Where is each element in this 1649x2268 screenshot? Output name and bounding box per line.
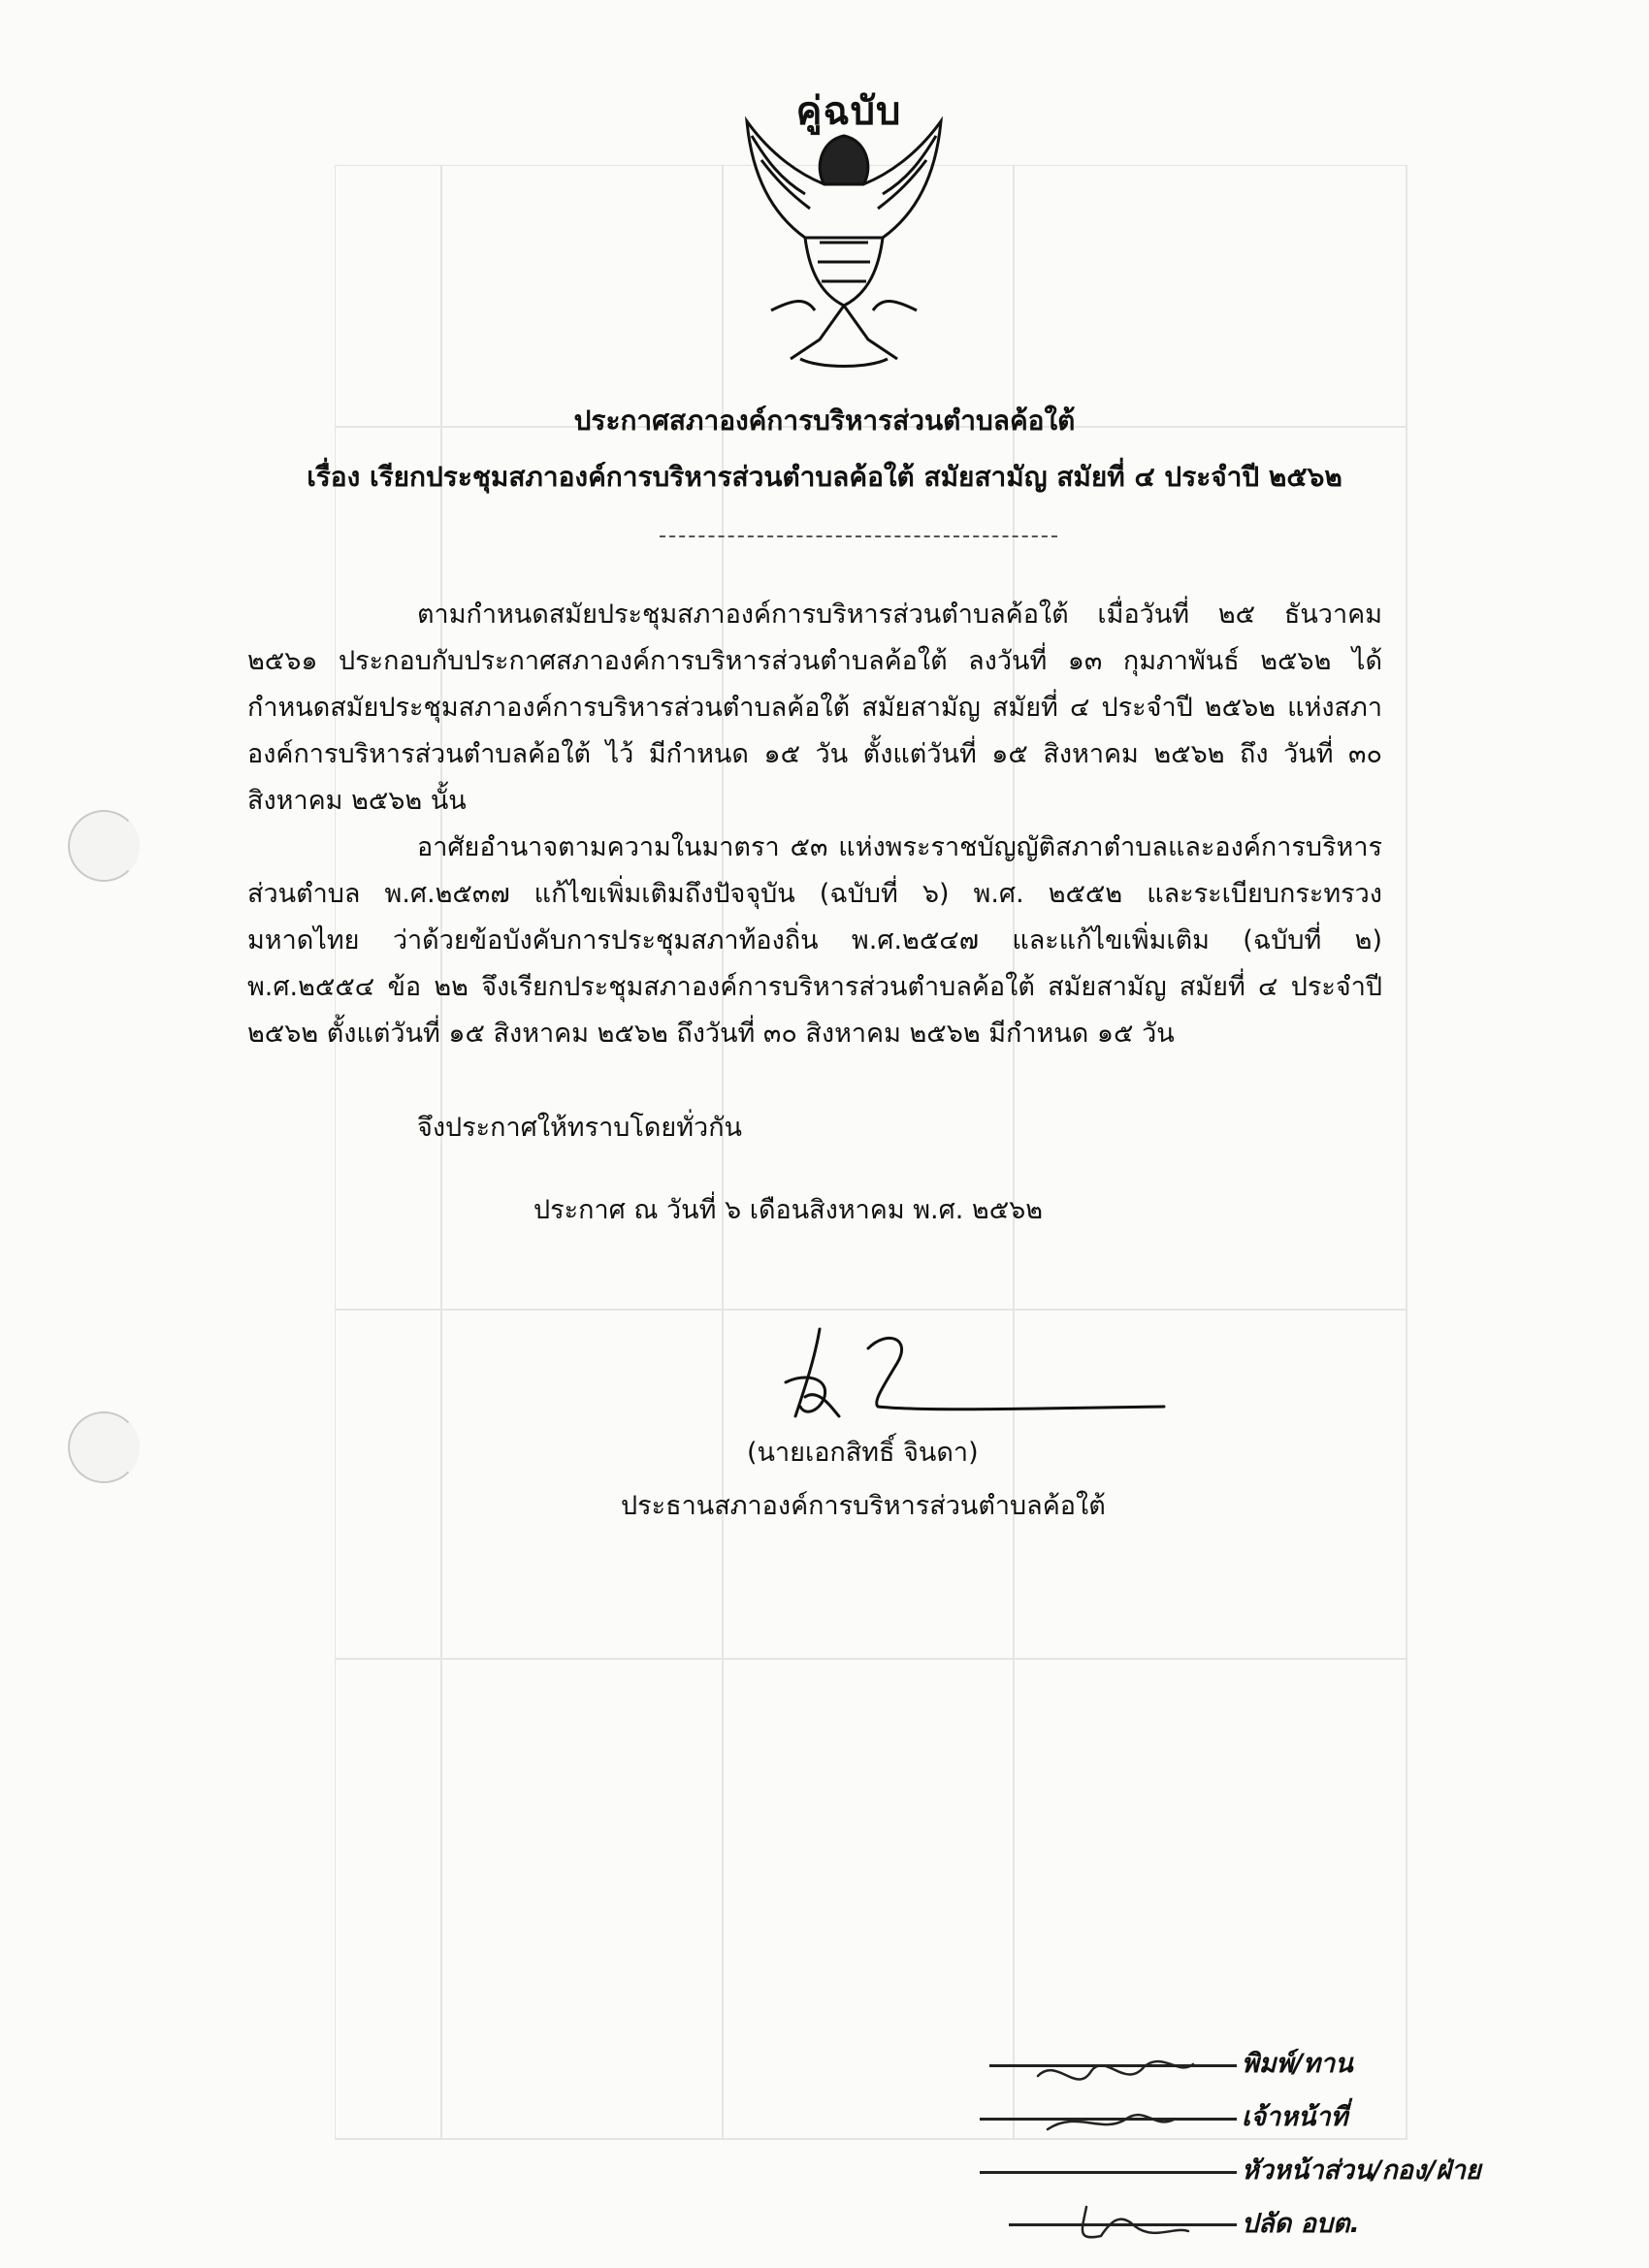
punch-hole-top <box>68 810 140 882</box>
announcement-subject: เรื่อง เรียกประชุมสภาองค์การบริหารส่วนตำบลค้อใต้ สมัยสามัญ สมัยที่ ๔ ประจำปี ๒๕๖๒ <box>307 461 1342 493</box>
president-signature <box>776 1319 1183 1426</box>
body-paragraph-2: อาศัยอำนาจตามความในมาตรา ๕๓ แห่งพระราชบัญญัติสภาตำบลและองค์การบริหารส่วนตำบล พ.ศ.๒๕๓๗ แก้ไขเพิ่มเติมถึงปัจจุบัน (ฉบับที่ ๖) พ.ศ. ๒๕๕๒ และระเบียบกระทรวงมหาดไทย ว่าด้วยข้อบังคับการประชุมสภาท้องถิ่น พ.ศ.๒๕๔๗ และแก้ไขเพิ่มเติม (ฉบับที่ ๒) พ.ศ.๒๕๕๔ ข้อ ๒๒ จึงเรียกประชุมสภาองค์การบริหารส่วนตำบลค้อใต้ สมัยสามัญ สมัยที่ ๔ ประจำปี ๒๕๖๒ ตั้งแต่วันที่ ๑๕ สิงหาคม ๒๕๖๒ ถึงวันที่ ๓๐ สิงหาคม ๒๕๖๒ มีกำหนด ๑๕ วัน <box>247 832 1382 1049</box>
announcement-title: ประกาศสภาองค์การบริหารส่วนตำบลค้อใต้ <box>573 405 1076 437</box>
routing-clerk: ปลัด อบต. <box>1242 2209 1360 2239</box>
body-paragraph-1: ตามกำหนดสมัยประชุมสภาองค์การบริหารส่วนตำบลค้อใต้ เมื่อวันที่ ๒๕ ธันวาคม ๒๕๖๑ ประกอบกับประกาศสภาองค์การบริหารส่วนตำบลค้อใต้ ลงวันที่ ๑๓ กุมภาพันธ์ ๒๕๖๒ ได้กำหนดสมัยประชุมสภาองค์การบริหารส่วนตำบลค้อใต้ สมัยสามัญ สมัยที่ ๔ ประจำปี ๒๕๖๒ แห่งสภาองค์การบริหารส่วนตำบลค้อใต้ ไว้ มีกำหนด ๑๕ วัน ตั้งแต่วันที่ ๑๕ สิงหาคม ๒๕๖๒ ถึง วันที่ ๓๐ สิงหาคม ๒๕๖๒ นั้น <box>247 599 1382 816</box>
copy-stamp: คู่ฉบับ <box>795 89 902 134</box>
routing-typist: พิมพ์/ทาน <box>1242 2049 1353 2079</box>
routing-head: หัวหน้าส่วน/กอง/ฝ่าย <box>1242 2155 1481 2186</box>
signatory-position: ประธานสภาองค์การบริหารส่วนตำบลค้อใต้ <box>621 1491 1106 1521</box>
signatory-name: (นายเอกสิทธิ์ จินดา) <box>747 1438 979 1468</box>
punch-hole-bottom <box>68 1411 140 1483</box>
closing-statement: จึงประกาศให้ทราบโดยทั่วกัน <box>417 1113 742 1143</box>
routing-officer: เจ้าหน้าที่ <box>1242 2102 1348 2132</box>
title-divider <box>660 535 1057 537</box>
dateline: ประกาศ ณ วันที่ ๖ เดือนสิงหาคม พ.ศ. ๒๕๖๒ <box>534 1195 1044 1225</box>
initials-signatures <box>1009 2037 1242 2251</box>
